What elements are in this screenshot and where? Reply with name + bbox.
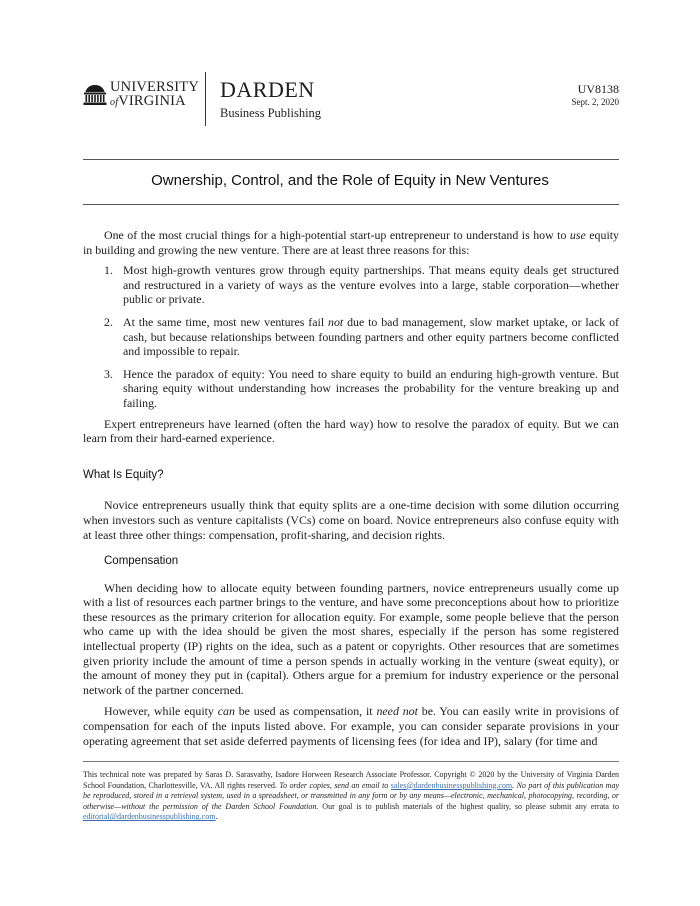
rotunda-icon [83, 84, 107, 106]
section-paragraph: Novice entrepreneurs usually think that equity splits are a one-time decision with some dilution occurring when investors such as venture capitalists (VCs) come on board. Novice entrepreneurs also confuse equity with at least three other things: compensation, profit-sharing, and decision rights. [83, 498, 619, 542]
university-wordmark [110, 80, 199, 110]
however-paragraph: However, while equity can be used as compensation, it need not be. You can easily write in provisions of compensation for each of the inputs listed above. For example, you can consider separate provisions in your operating agreement that set aside deferred payments of licensing fees (for idea and IP), salary (for time and [83, 704, 619, 748]
footnote: This technical note was prepared by Saras D. Sarasvathy, Isadore Horween Research Associate Professor. Copyright © 2020 by the University of Virginia Darden School Foundation, Charlottesville, VA. All rights reserved. To order copies, send an email to sales@dardenbusinesspublishing.com. No part of this publication may be reproduced, stored in a retrieval system, used in a spreadsheet, or transmitted in any form or by any means—electronic, mechanical, photocopying, recording, or otherwise—without the permission of the Darden School Foundation. Our goal is to publish materials of the highest quality, so please submit any errata to editorial@dardenbusinesspublishing.com. [83, 770, 620, 822]
sales-email-link[interactable]: sales@dardenbusinesspublishing.com [390, 780, 513, 790]
document-title: Ownership, Control, and the Role of Equity in New Ventures [151, 172, 549, 189]
list-item [83, 367, 619, 411]
darden-logo [220, 79, 321, 121]
subsection-heading: Compensation [104, 555, 179, 568]
case-identifier [571, 82, 619, 108]
list-text: Most high-growth ventures grow through equity partnerships. That means equity deals get structured and restructured in a variety of ways as the venture evolves into a large, stable corporation—whether public or private. [123, 263, 619, 307]
list-number: 2. [104, 314, 113, 329]
title-rule-bottom [83, 204, 619, 205]
errata-email-link[interactable]: editorial@dardenbusinesspublishing.com [83, 812, 216, 822]
footnote-rule [83, 761, 619, 762]
publisher-subtitle: Business Publishing [220, 106, 322, 120]
closing-intro-paragraph: Expert entrepreneurs have learned (often the hard way) how to resolve the paradox of equity. But we can learn from their hard-earned experience. [83, 416, 619, 446]
case-number: UV8138 [577, 82, 619, 96]
university-of-virginia-logo [83, 80, 201, 114]
list-number: 3. [104, 366, 113, 381]
page-header [0, 0, 700, 160]
section-heading: What Is Equity? [83, 468, 164, 481]
logo-divider [205, 72, 206, 126]
publisher-name: DARDEN [220, 77, 315, 102]
list-item: 2. At the same time, most new ventures fail not due to bad management, slow market uptake, or lack of cash, but because relationships between founding partners and other equity partners become conflicted and impossible to repair. [104, 314, 619, 359]
reasons-list [83, 263, 619, 410]
university-virginia: VIRGINIA [118, 93, 186, 109]
document-body [83, 228, 619, 748]
list-number: 1. [104, 263, 113, 278]
list-item [83, 263, 619, 307]
list-text: Hence the paradox of equity: You need to share equity to build an enduring high-growth venture. But sharing equity without understanding how increases the probability for the venture breaking up and failing. [123, 366, 619, 410]
intro-paragraph: One of the most crucial things for a high-potential start-up entrepreneur to understand is how to use equity in building and growing the new venture. There are at least three reasons for this: [83, 228, 619, 257]
university-of: of [110, 97, 119, 108]
case-date: Sept. 2, 2020 [571, 97, 619, 107]
university-line-1: UNIVERSITY [110, 79, 199, 95]
university-line-2 [110, 94, 199, 110]
title-rule-top [83, 159, 619, 160]
compensation-paragraph: When deciding how to allocate equity between founding partners, novice entrepreneurs usually come up with a list of resources each partner brings to the venture, and have some preconceptions about how to prioritize these resources as the primary criterion for allocation equity. For example, some people believe that the person who came up with the idea should be given the most shares, especially if the person has some registered intellectual property (IP) rights on the idea, such as a patent or copyrights. Other resources that are sometimes given priority include the amount of time a person spends in actually working in the venture (sweat equity), or the amount of money they put in (capital). Others argue for a premium for industry experience or the personal network of the partner concerned. [83, 580, 619, 697]
